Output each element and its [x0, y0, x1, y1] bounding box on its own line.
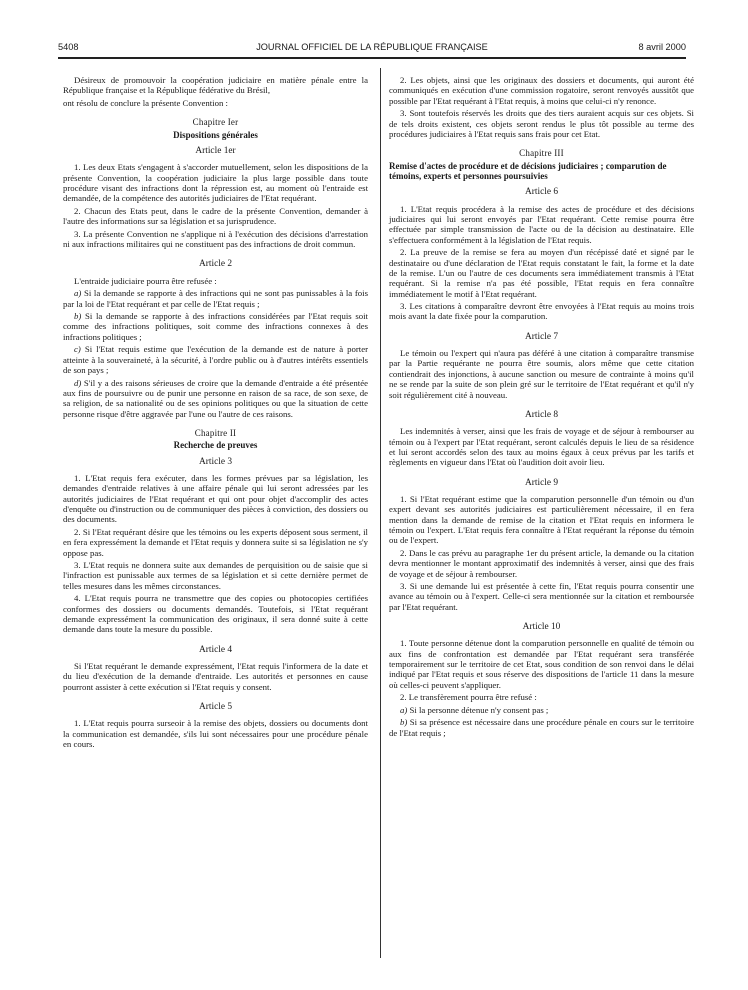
article-10-para-1: 1. Toute personne détenue dont la comparution personnelle en qualité de témoin ou aux fins de confrontation est demandée par l'Etat requérant sera transférée temporairement sur le territoire de cet Etat, sous condition de son renvoi dans le délai indiqué par l'Etat requis et sous réserve des dispositions de l'article 11 dans la mesure où celles-ci peuvent s'appliquer. [389, 638, 694, 690]
item-letter: a) [74, 288, 82, 299]
issue-date: 8 avril 2000 [638, 42, 686, 52]
article-3-para-2: 2. Si l'Etat requérant désire que les témoins ou les experts déposent sous serment, il en fera expressément la demande et l'Etat requis y donnera suite si sa législation ne s'y oppose pas. [63, 526, 368, 558]
chapter-2-title: Recherche de preuves [173, 440, 258, 451]
article-3-para-4: 4. L'Etat requis pourra ne transmettre que des copies ou photocopies certifiées conformes des dossiers ou documents demandés. Toutefois, si l'Etat requérant demande expressément la communication des originaux, il sera donné suite à cette demande dans toute la mesure du possible. [63, 593, 368, 635]
page-number: 5408 [58, 42, 79, 52]
chapter-3-label: Chapitre III [519, 148, 564, 159]
item-letter: d) [74, 377, 82, 388]
article-3-title: Article 3 [198, 456, 233, 467]
article-2-intro: L'entraide judiciaire pourra être refusée : [74, 275, 217, 286]
intro-resolution: ont résolu de conclure la présente Convention : [63, 97, 228, 108]
item-text: Si l'Etat requis estime que l'exécution de la demande est de nature à porter atteinte à la souveraineté, à la sécurité, à l'ordre public ou à d'autres intérêts essentiels de son pays ; [63, 344, 368, 376]
chapter-3-title: Remise d'actes de procédure et de décisions judiciaires ; comparution de témoins, experts et personnes poursuivies [389, 160, 667, 181]
article-10-title: Article 10 [522, 622, 561, 633]
chapter-1-label: Chapitre Ier [192, 117, 239, 128]
article-8-para-1: Les indemnités à verser, ainsi que les frais de voyage et de séjour à rembourser au témoin ou à l'expert par l'Etat requérant, seront calculés depuis le lieu de sa résidence et lui seront accordés selon des taux au moins égaux à ceux prévus par les tarifs et règlements en vigueur dans l'Etat où l'audition doit avoir lieu. [389, 426, 694, 468]
article-9-para-3: 3. Si une demande lui est présentée à cette fin, l'Etat requis pourra consentir une avance au témoin ou à l'expert. Celle-ci sera mentionnée sur la citation et remboursée par l'Etat requérant. [389, 581, 694, 612]
article-1-para-2: 2. Chacun des Etats peut, dans le cadre de la présente Convention, demander à l'autre des informations sur sa législation et sa jurisprudence. [63, 205, 368, 227]
article-5-title: Article 5 [198, 702, 233, 713]
chapter-1-title: Dispositions générales [173, 129, 258, 140]
article-2-item-b [63, 311, 368, 342]
item-text: S'il y a des raisons sérieuses de croire que la demande d'entraide a été présentée aux fins de poursuivre ou de punir une personne en raison de sa race, de son sexe, de sa religion, de sa nationalité ou de ses opinions politiques ou que la situation de cette personne risque d'être aggravée par l'une ou l'autre de ces raisons. [63, 377, 368, 419]
article-2-title: Article 2 [198, 259, 233, 270]
article-10-item-b [389, 717, 694, 738]
article-3-para-3: 3. L'Etat requis ne donnera suite aux demandes de perquisition ou de saisie que si l'infraction est punissable aux termes de sa législation et si cette dernière permet de telles mesures dans les mêmes circonstances. [63, 560, 368, 591]
article-5-para-1: 1. L'Etat requis pourra surseoir à la remise des objets, dossiers ou documents dont la communication est demandée, s'ils lui sont nécessaires pour une procédure pénale en cours. [63, 718, 368, 750]
article-2-item-d [63, 378, 368, 419]
article-7-para-1: Le témoin ou l'expert qui n'aura pas déféré à une citation à comparaître transmise par la Partie requérante ne pourra être soumis, alors même que cette citation contiendrait des injonctions, à aucune sanction ou mesure de contrainte à moins qu'il ne se rende par la suite de son plein gré sur le territoire de l'Etat requérant et qu'il n'y soit régulièrement cité à nouveau. [389, 348, 694, 400]
article-6-title: Article 6 [524, 187, 559, 198]
article-1-para-1: 1. Les deux Etats s'engagent à s'accorder mutuellement, selon les dispositions de la présente Convention, la coopération judiciaire la plus large possible dans toute procédure visant des infractions dont la répression est, au moment où l'entraide est demandée, de la compétence des autorités judiciaires de l'Etat requérant. [63, 162, 368, 204]
article-5-para-2: 2. Les objets, ainsi que les originaux des dossiers et documents, qui auront été communiqués en exécution d'une commission rogatoire, seront renvoyés aussitôt que possible par l'Etat requérant à l'Etat requis, à moins que celui-ci n'y renonce. [389, 75, 694, 106]
article-6-para-2: 2. La preuve de la remise se fera au moyen d'un récépissé daté et signé par le destinataire ou d'une déclaration de l'Etat requis constatant le fait, la forme et la date de la remise. L'un ou l'autre de ces documents sera immédiatement transmis à l'Etat requérant. Si la remise n'a pas été possible, l'Etat requis en fera connaître immédiatement le motif à l'Etat requérant. [389, 247, 694, 299]
header-rule [58, 57, 686, 59]
journal-title: JOURNAL OFFICIEL DE LA RÉPUBLIQUE FRANÇAISE [256, 42, 488, 52]
article-6-para-3: 3. Les citations à comparaître devront être envoyées à l'Etat requis au moins trois mois avant la date fixée pour la comparution. [389, 301, 694, 322]
item-letter: c) [74, 344, 81, 355]
item-text: Si la demande se rapporte à des infractions considérées par l'Etat requis soit comme des infractions politiques, soit comme des infractions connexes à des infractions politiques ; [63, 311, 368, 342]
article-5-para-3: 3. Sont toutefois réservés les droits que des tiers auraient acquis sur ces objets. Si de tels droits existent, ces objets seront rendus le plus tôt possible au terme des procédures judiciaires à l'Etat requis sans frais pour cet Etat. [389, 108, 694, 139]
item-text: Si sa présence est nécessaire dans une procédure pénale en cours sur le territoire de l'Etat requis ; [389, 717, 694, 738]
article-2-item-c [63, 344, 368, 375]
article-2-item-a [63, 288, 368, 309]
item-text: Si la demande se rapporte à des infractions qui ne sont pas punissables à la fois par la loi de l'Etat requérant et par celle de l'Etat requis ; [63, 288, 368, 309]
article-4-para-1: Si l'Etat requérant le demande expressément, l'Etat requis l'informera de la date et du lieu d'exécution de la demande d'entraide. Les autorités et personnes en cause pourront assister à cette exécution si l'Etat requis y consent. [63, 661, 368, 692]
column-divider [380, 68, 381, 958]
intro-paragraph: Désireux de promouvoir la coopération judiciaire en matière pénale entre la République française et la République fédérative du Brésil, [63, 75, 368, 96]
article-9-title: Article 9 [524, 477, 559, 488]
article-4-title: Article 4 [198, 644, 233, 655]
page-header [58, 42, 686, 56]
item-letter: b) [74, 311, 82, 322]
article-8-title: Article 8 [524, 409, 559, 420]
item-letter: b) [400, 717, 408, 728]
article-7-title: Article 7 [524, 331, 559, 342]
article-1-para-3: 3. La présente Convention ne s'applique ni à l'exécution des décisions d'arrestation ni aux infractions militaires qui ne constituent pas des infractions de droit commun. [63, 228, 368, 250]
article-10-item-a [389, 705, 694, 715]
item-letter: a) [400, 704, 408, 715]
right-column [389, 75, 694, 740]
article-1-title: Article 1er [195, 145, 236, 156]
chapter-2-label: Chapitre II [194, 427, 237, 438]
item-text: Si la personne détenue n'y consent pas ; [407, 704, 549, 715]
article-9-para-1: 1. Si l'Etat requérant estime que la comparution personnelle d'un témoin ou d'un expert devant ses autorités judiciaires est particulièrement nécessaire, il en fera mention dans la demande de remise de la citation et l'Etat requis en informera le témoin ou l'expert. L'Etat requis fera connaître à l'Etat requérant la réponse du témoin ou de l'expert. [389, 493, 694, 546]
article-6-para-1: 1. L'Etat requis procédera à la remise des actes de procédure et des décisions judiciaires qui lui seront envoyés par l'Etat requérant. Cette remise pourra être effectuée par simple transmission de l'acte ou de la décision au destinataire. Elle s'effectuera conformément à la législation de l'Etat requis. [389, 203, 694, 245]
left-column [63, 75, 368, 752]
article-9-para-2: 2. Dans le cas prévu au paragraphe 1er du présent article, la demande ou la citation devra mentionner le montant approximatif des indemnités à verser, ainsi que des frais de voyage et de séjour à rembourser. [389, 547, 694, 579]
article-10-para-2: 2. Le transfèrement pourra être refusé : [400, 692, 537, 703]
article-3-para-1: 1. L'Etat requis fera exécuter, dans les formes prévues par sa législation, les demandes d'entraide relatives à une affaire pénale qui lui seront adressées par les autorités judiciaires de l'Etat requérant et qui ont pour objet d'accomplir des actes d'enquête ou d'instruction ou de communiquer des pièces à conviction, des dossiers ou des documents. [63, 472, 368, 525]
